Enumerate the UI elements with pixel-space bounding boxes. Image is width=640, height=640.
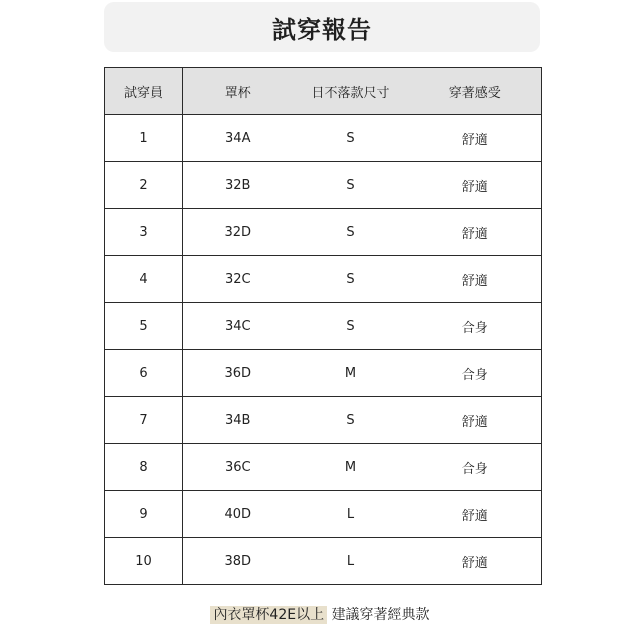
- tester-cell: 6: [105, 350, 183, 397]
- garment-size-cell: S: [293, 256, 409, 303]
- header-feeling: 穿著感受: [409, 68, 542, 115]
- cup-size-cell: 36C: [183, 444, 293, 491]
- garment-size-cell: L: [293, 491, 409, 538]
- garment-size-cell: S: [293, 162, 409, 209]
- tester-cell: 8: [105, 444, 183, 491]
- table-row: [105, 444, 542, 491]
- tester-cell: 1: [105, 115, 183, 162]
- header-cup-size: 罩杯: [183, 68, 293, 115]
- tester-cell: 3: [105, 209, 183, 256]
- tester-cell: 7: [105, 397, 183, 444]
- page-title: 試穿報告: [272, 15, 372, 44]
- cup-size-cell: 34B: [183, 397, 293, 444]
- feeling-cell: 舒適: [409, 115, 542, 162]
- table-row: [105, 491, 542, 538]
- table-row: [105, 397, 542, 444]
- garment-size-cell: S: [293, 303, 409, 350]
- cup-size-cell: 32B: [183, 162, 293, 209]
- garment-size-cell: S: [293, 209, 409, 256]
- table-row: [105, 209, 542, 256]
- garment-size-cell: S: [293, 397, 409, 444]
- table-row: [105, 350, 542, 397]
- footer-note: [0, 604, 640, 624]
- feeling-cell: 舒適: [409, 256, 542, 303]
- cup-size-cell: 34C: [183, 303, 293, 350]
- fitting-report-table: [104, 67, 542, 585]
- tester-cell: 4: [105, 256, 183, 303]
- feeling-cell: 舒適: [409, 162, 542, 209]
- title-banner: [104, 2, 540, 52]
- tester-cell: 9: [105, 491, 183, 538]
- header-tester: 試穿員: [105, 68, 183, 115]
- tester-cell: 10: [105, 538, 183, 585]
- cup-size-cell: 38D: [183, 538, 293, 585]
- table-row: [105, 162, 542, 209]
- garment-size-cell: L: [293, 538, 409, 585]
- footer-text: 建議穿著經典款: [331, 607, 430, 623]
- table-row: [105, 256, 542, 303]
- cup-size-cell: 32C: [183, 256, 293, 303]
- cup-size-cell: 32D: [183, 209, 293, 256]
- feeling-cell: 舒適: [409, 397, 542, 444]
- feeling-cell: 合身: [409, 350, 542, 397]
- feeling-cell: 舒適: [409, 538, 542, 585]
- table-row: [105, 303, 542, 350]
- cup-size-cell: 40D: [183, 491, 293, 538]
- garment-size-cell: M: [293, 350, 409, 397]
- table-row: [105, 538, 542, 585]
- footer-highlight: 內衣罩杯42E以上: [210, 606, 327, 624]
- tester-cell: 2: [105, 162, 183, 209]
- cup-size-cell: 36D: [183, 350, 293, 397]
- feeling-cell: 合身: [409, 444, 542, 491]
- feeling-cell: 合身: [409, 303, 542, 350]
- table-row: [105, 115, 542, 162]
- garment-size-cell: M: [293, 444, 409, 491]
- feeling-cell: 舒適: [409, 491, 542, 538]
- header-garment-size: 日不落款尺寸: [293, 68, 409, 115]
- table-header-row: [105, 68, 542, 115]
- tester-cell: 5: [105, 303, 183, 350]
- cup-size-cell: 34A: [183, 115, 293, 162]
- feeling-cell: 舒適: [409, 209, 542, 256]
- garment-size-cell: S: [293, 115, 409, 162]
